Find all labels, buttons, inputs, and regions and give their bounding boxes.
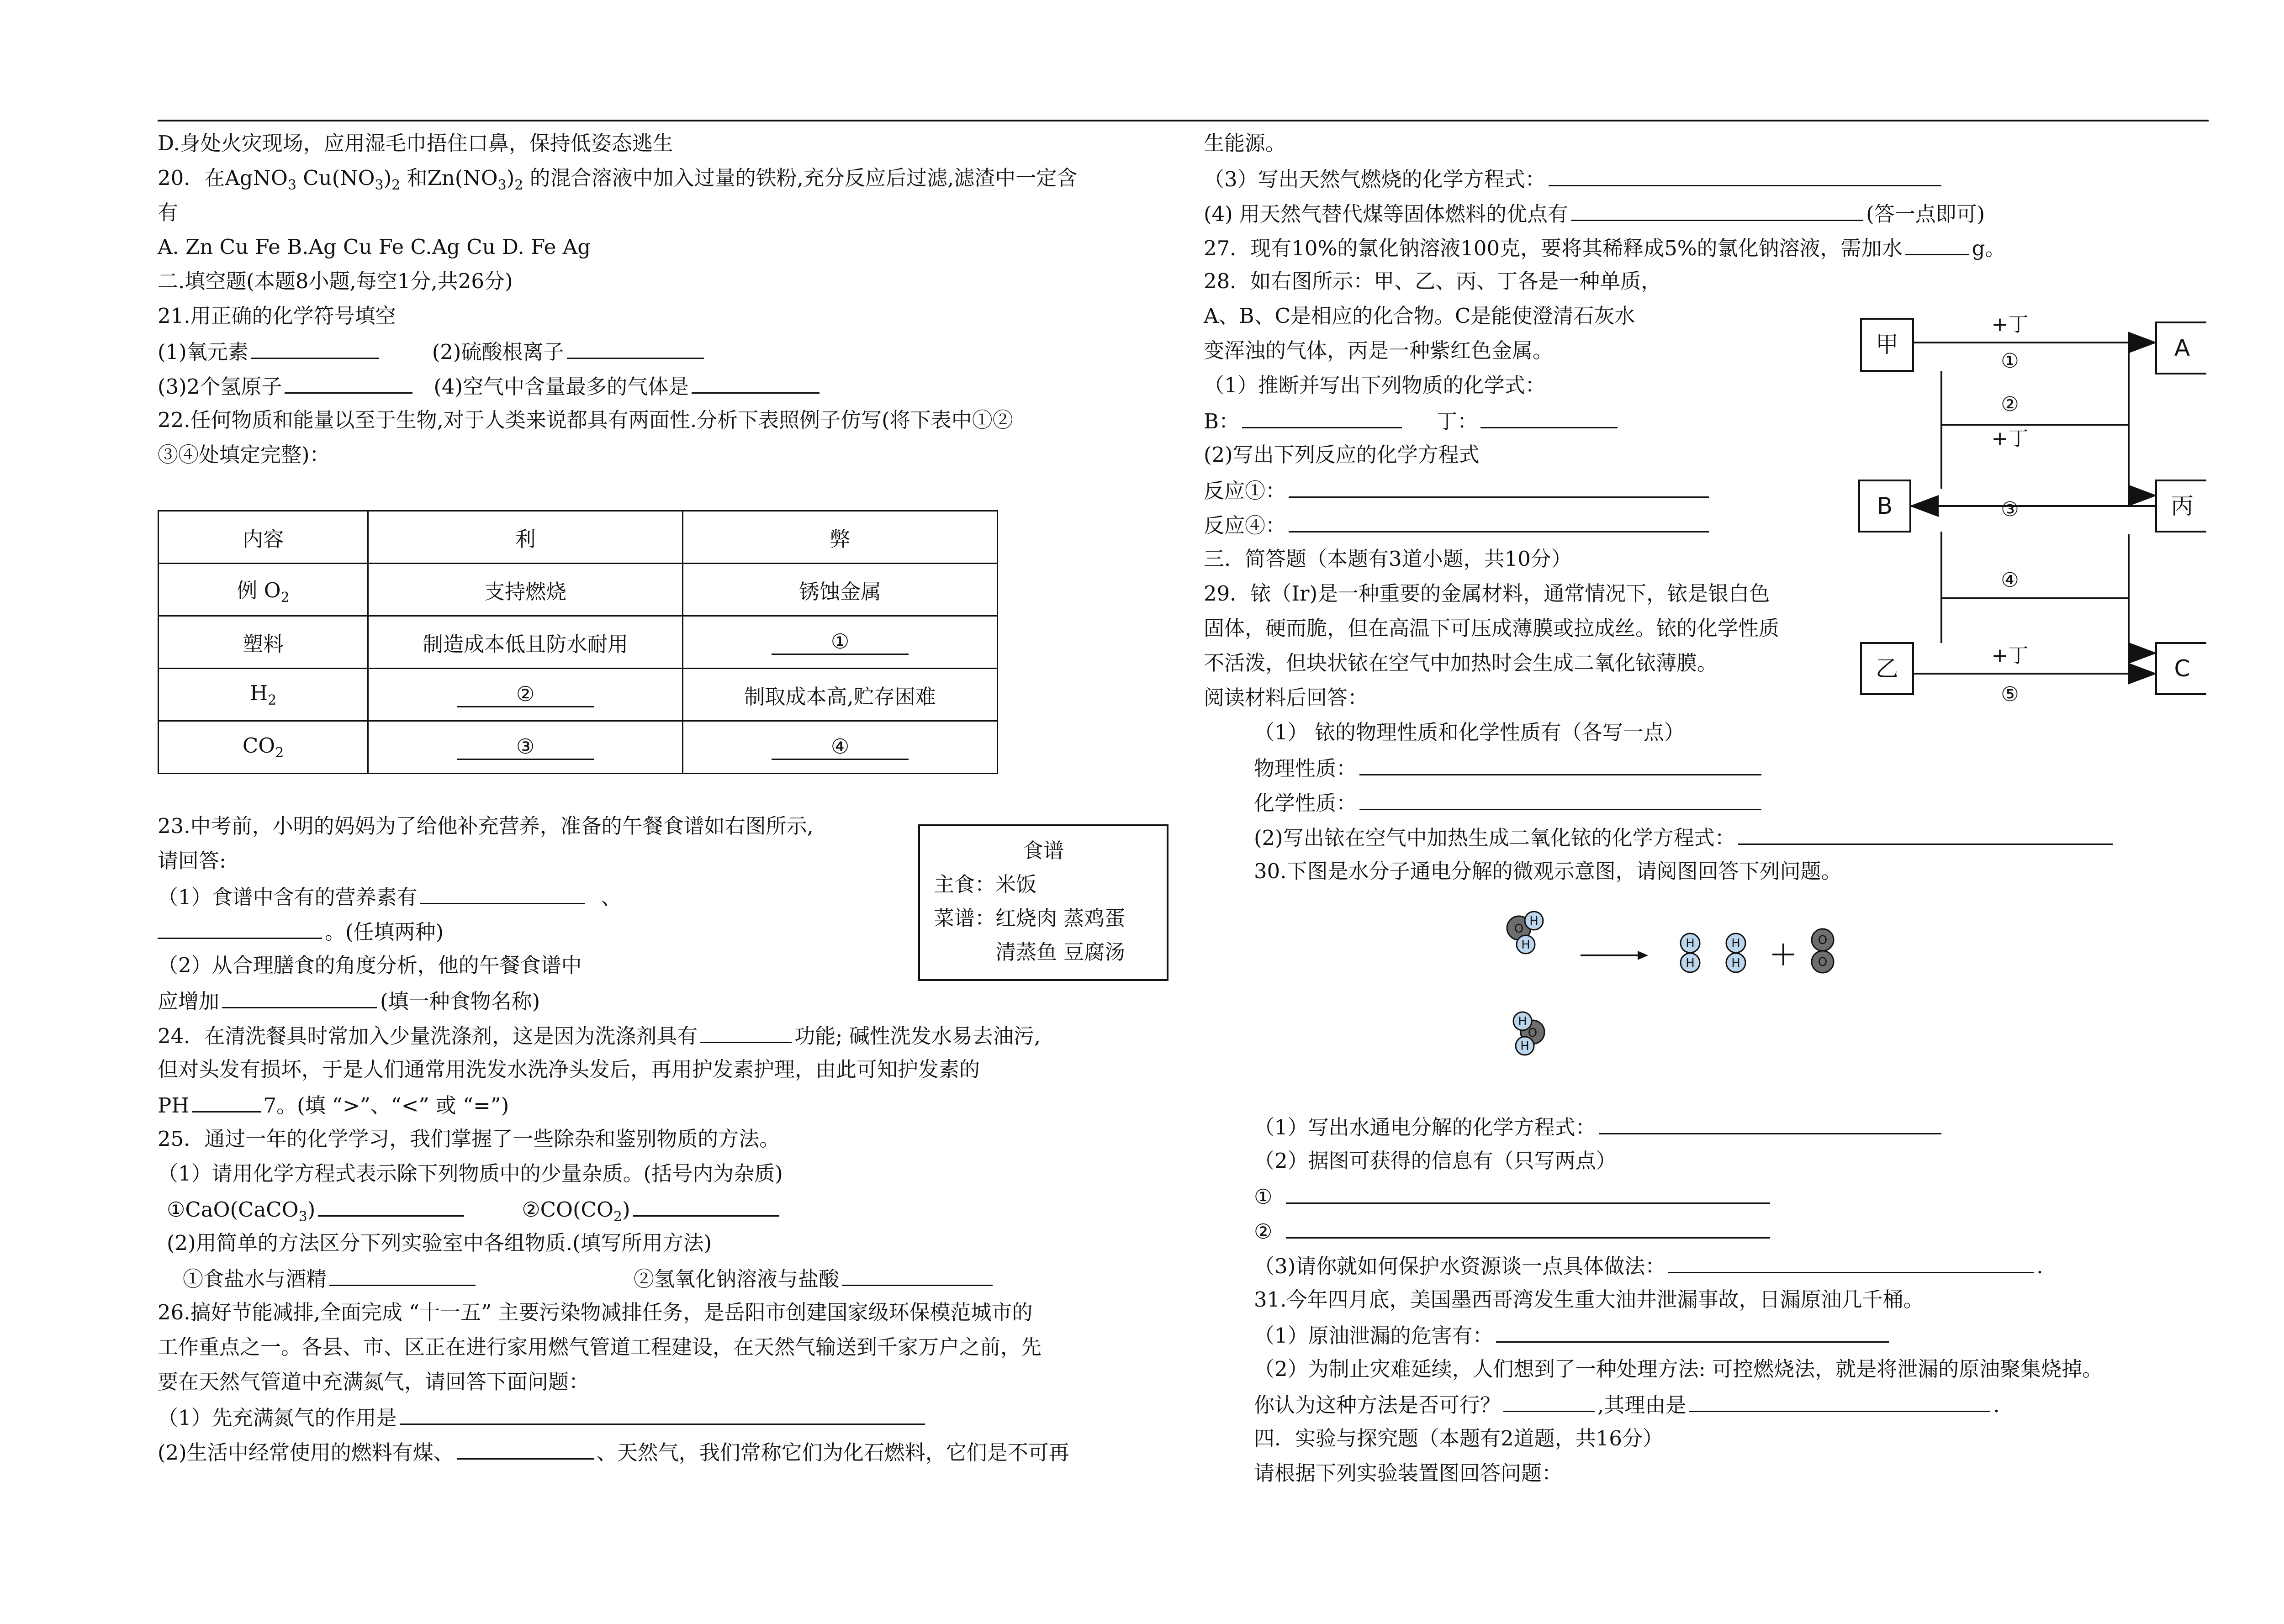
question-30-part3: （3)请你就如何保护水资源谈一点具体做法： .: [1254, 1251, 2043, 1281]
question-30-part2: （2）据图可获得的信息有（只写两点）: [1254, 1149, 1617, 1173]
table-row: [159, 564, 998, 616]
question-31-part2-cont: 你认为这种方法是否可行？ ,其理由是 .: [1254, 1390, 2000, 1419]
question-26-cont1: 工作重点之一。各县、市、区正在进行家用燃气管道工程建设，在天然气输送到千家万户之前，先: [158, 1335, 1042, 1359]
question-28-part2: (2)写出下列反应的化学方程式: [1204, 443, 1480, 467]
question-29-read: 阅读材料后回答：: [1204, 685, 1369, 710]
table-row: [159, 616, 998, 669]
question-20-options: A. Zn Cu Fe B.Ag Cu Fe C.Ag Cu D. Fe Ag: [158, 235, 591, 259]
label-jia: 甲: [1876, 331, 1898, 358]
section-3-heading: 三．简答题（本题有3道小题，共10分）: [1204, 547, 1572, 571]
reaction-4-line: 反应④：: [1204, 510, 1712, 540]
svg-text:H: H: [1529, 914, 1539, 928]
info-line-1: ①: [1254, 1181, 1773, 1211]
chemical-property-line: 化学性质：: [1254, 788, 1764, 817]
question-20-cont: 有: [158, 200, 179, 225]
svg-text:O: O: [1528, 1026, 1538, 1040]
table-header-row: [159, 511, 998, 564]
table-cell: 制造成本低且防水耐用: [368, 616, 683, 669]
table-cell: $CO_2$: [159, 721, 368, 774]
question-31: 31.今年四月底，美国墨西哥湾发生重大油井泄漏事故，日漏原油几千桶。: [1254, 1287, 1924, 1312]
info-line-2: ②: [1254, 1216, 1773, 1246]
water-electrolysis-diagram: [1489, 895, 1855, 1078]
question-23-ask: 请回答:: [158, 849, 227, 873]
table-cell: 制取成本高,贮存困难: [683, 669, 998, 721]
table-row: [159, 721, 998, 774]
label-b: B: [1877, 493, 1893, 519]
question-26-part3: （3）写出天然气燃烧的化学方程式：: [1204, 164, 1944, 194]
question-29-cont2: 不活泼，但块状铱在空气中加热时会生成二氧化铱薄膜。: [1204, 651, 1718, 675]
question-28-part1: （1）推断并写出下列物质的化学式：: [1204, 373, 1546, 397]
question-26-part2: (2)生活中经常使用的燃料有煤、 、天然气，我们常称它们为化石燃料，它们是不可再: [158, 1437, 1069, 1467]
question-31-part1: （1）原油泄漏的危害有：: [1254, 1320, 1892, 1350]
table-cell: ④: [683, 721, 998, 774]
label-n4: ④: [2001, 569, 2019, 592]
question-26-cont2: 要在天然气管道中充满氮气，请回答下面问题：: [158, 1370, 590, 1394]
label-yi: 乙: [1876, 655, 1898, 682]
menu-dishes-2: 清蒸鱼 豆腐汤: [995, 940, 1126, 964]
question-29-part2: (2)写出铱在空气中加热生成二氧化铱的化学方程式：: [1254, 823, 2115, 852]
table-header: 弊: [683, 511, 998, 564]
question-23-part2-cont: 应增加 (填一种食物名称): [158, 986, 540, 1016]
question-23-part1: （1）食谱中含有的营养素有 、: [158, 882, 622, 912]
question-24: 24．在清洗餐具时常加入少量洗涤剂，这是因为洗涤剂具有 功能; 碱性洗发水易去油污,: [158, 1021, 1041, 1050]
svg-text:H: H: [1520, 1039, 1529, 1053]
reaction-1-line: 反应①：: [1204, 475, 1712, 505]
label-n2: ②: [2001, 393, 2019, 416]
question-26-part4: (4) 用天然气替代煤等固体燃料的优点有 (答一点即可): [1204, 199, 1985, 228]
question-26-part1: （1）先充满氮气的作用是: [158, 1403, 928, 1432]
question-29: 29．铱（Ir)是一种重要的金属材料，通常情况下，铱是银白色: [1204, 581, 1770, 606]
question-30-part1: （1）写出水通电分解的化学方程式：: [1254, 1112, 1944, 1142]
question-23-part1-cont: 。(任填两种): [158, 917, 444, 946]
question-28-cont1: A、B、C是相应的化合物。C是能使澄清石灰水: [1204, 304, 1635, 328]
physical-property-line: 物理性质：: [1254, 753, 1764, 783]
section-2-heading: 二.填空题(本题8小题,每空1分,共26分): [158, 269, 513, 293]
question-22: 22.任何物质和能量以至于生物,对于人类来说都具有两面性.分析下表照例子仿写(将下表中①②: [158, 408, 1013, 432]
label-n3: ③: [2001, 498, 2019, 521]
table-cell: 例 $O_2$: [159, 564, 368, 616]
question-25: 25．通过一年的化学学习，我们掌握了一些除杂和鉴别物质的方法。: [158, 1127, 780, 1151]
svg-text:O: O: [1514, 922, 1524, 936]
question-27: 27．现有10%的氯化钠溶液100克，要将其稀释成5%的氯化钠溶液，需加水 g。: [1204, 233, 2005, 263]
question-21-line2: (3)2个氢原子 (4)空气中含量最多的气体是: [158, 371, 822, 401]
top-rule: [158, 120, 2209, 121]
question-28: 28．如右图所示：甲、乙、丙、丁各是一种单质，: [1204, 269, 1662, 293]
question-24-cont: 但对头发有损坏，于是人们通常用洗发水洗净头发后，再用护发素护理，由此可知护发素的: [158, 1057, 980, 1081]
menu-staple: 主食：米饭: [934, 872, 1037, 896]
table-cell: ③: [368, 721, 683, 774]
table-cell: $H_2$: [159, 669, 368, 721]
svg-text:H: H: [1686, 937, 1695, 950]
menu-box: [918, 824, 1168, 981]
question-28-part1-blanks: B： 丁：: [1204, 406, 1620, 436]
label-a: A: [2174, 335, 2190, 361]
question-22-cont: ③④处填定完整)：: [158, 443, 330, 467]
question-20: 20．在AgNO$_3$ $Cu(NO_3)_2$ 和$Zn(NO_3)_2$ 的混合溶液中加入过量的铁粉,充分反应后过滤,滤渣中一定含: [158, 166, 1078, 193]
table-header: 利: [368, 511, 683, 564]
question-25-part1: （1）请用化学方程式表示除下列物质中的少量杂质。(括号内为杂质): [158, 1161, 783, 1186]
table-cell: ①: [683, 616, 998, 669]
section-4-heading: 四．实验与探究题（本题有2道题，共16分）: [1254, 1426, 1663, 1450]
menu-dishes-1: 菜谱：红烧肉 蒸鸡蛋: [934, 906, 1126, 930]
section-4-intro: 请根据下列实验装置图回答问题：: [1254, 1461, 1563, 1485]
question-31-part2: （2）为制止灾难延续，人们想到了一种处理方法: 可控燃烧法，就是将泄漏的原油聚集烧掉。: [1254, 1357, 2103, 1381]
question-30: 30.下图是水分子通电分解的微观示意图，请阅图回答下列问题。: [1254, 859, 1842, 883]
question-23-part2: （2）从合理膳食的角度分析，他的午餐食谱中: [158, 953, 582, 977]
svg-text:H: H: [1686, 956, 1695, 970]
label-plus-ding-3: +丁: [1991, 644, 2029, 667]
label-plus-ding-2: +丁: [1991, 427, 2029, 450]
question-23: 23.中考前，小明的妈妈为了给他补充营养，准备的午餐食谱如右图所示,: [158, 814, 814, 838]
table-cell: ②: [368, 669, 683, 721]
table-header: 内容: [159, 511, 368, 564]
question-26-end: 生能源。: [1204, 131, 1286, 155]
menu-title: 食谱: [1022, 838, 1064, 863]
label-bing: 丙: [2171, 493, 2194, 519]
table-cell: 锈蚀金属: [683, 564, 998, 616]
label-n1: ①: [2001, 349, 2019, 373]
question-26: 26.搞好节能减排,全面完成 “十一五” 主要污染物减排任务，是岳阳市创建国家级环保模范城市的: [158, 1300, 1033, 1324]
svg-text:O: O: [1818, 933, 1828, 947]
question-25-part2: (2)用简单的方法区分下列实验室中各组物质.(填写所用方法): [167, 1231, 712, 1255]
pros-cons-table: [158, 510, 998, 774]
table-row: [159, 669, 998, 721]
option-d-line: D.身处火灾现场，应用湿毛巾捂住口鼻，保持低姿态逃生: [158, 131, 673, 155]
question-25-part1-items: ①CaO(CaCO$_3$) $②CO(CO_2)$: [167, 1194, 782, 1231]
svg-text:H: H: [1518, 1015, 1527, 1028]
svg-text:O: O: [1818, 955, 1828, 969]
label-n5: ⑤: [2001, 683, 2019, 706]
label-plus-ding-1: +丁: [1991, 313, 2029, 336]
question-29-cont1: 固体，硬而脆，但在高温下可压成薄膜或拉成丝。铱的化学性质: [1204, 616, 1780, 640]
question-25-part2-items: ①食盐水与酒精 ②氢氧化钠溶液与盐酸: [183, 1264, 995, 1293]
label-c: C: [2174, 655, 2190, 682]
question-24-end: PH 7。(填 “>”、“<” 或 “=”): [158, 1090, 509, 1120]
table-cell: 支持燃烧: [368, 564, 683, 616]
question-21: 21.用正确的化学符号填空: [158, 304, 396, 328]
svg-text:H: H: [1731, 956, 1740, 970]
svg-text:H: H: [1731, 937, 1740, 950]
question-21-line1: (1)氧元素 (2)硫酸根离子: [158, 337, 707, 366]
svg-text:H: H: [1521, 938, 1530, 952]
question-28-cont2: 变浑浊的气体，丙是一种紫红色金属。: [1204, 338, 1554, 363]
question-29-part1: （1） 铱的物理性质和化学性质有（各写一点）: [1254, 720, 1685, 744]
reaction-scheme-diagram: [1841, 288, 2206, 722]
table-cell: 塑料: [159, 616, 368, 669]
